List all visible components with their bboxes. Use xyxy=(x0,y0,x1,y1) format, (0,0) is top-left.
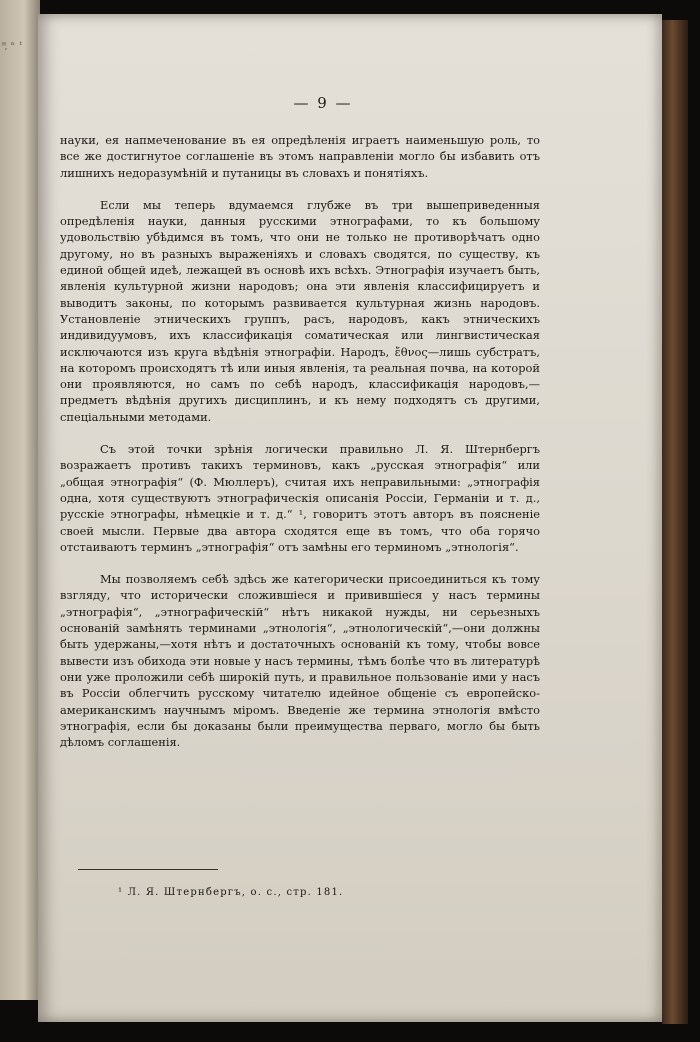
page-number: — 9 — xyxy=(293,94,353,112)
footnote-divider xyxy=(78,869,218,870)
left-page-edge: ᴴ᷊ ⁿ ᵗ xyxy=(0,0,40,1000)
paragraph-1: науки, ея напмеченование въ ея опредѣленія играетъ наименьшую роль, то все же достигнутое соглашеніе въ этомъ направленіи могло бы избавить отъ лишнихъ недоразумѣній и путаницы въ словахъ и понятіяхъ. xyxy=(60,133,540,180)
page-stack-edge xyxy=(662,20,688,1024)
paragraph-2: Если мы теперь вдумаемся глубже въ три вышеприведенныя опредѣленія науки, данныя русскими этнографами, то къ большому удовольствію убѣдимся въ томъ, что они не только не противорѣчатъ одно другому, но въ разныхъ выраженіяхъ и словахъ сводятся, по существу, къ единой общей идеѣ, лежащей въ основѣ ихъ всѣхъ. Этнографія изучаетъ быть, явленія культурной жизни народовъ; она эти явленія классифицируетъ и выводитъ законы, по которымъ развивается культурная жизнь народовъ. Установленіе этническихъ группъ, расъ, народовъ, какъ этническихъ индивидуумовъ, ихъ классификація соматическая или лингвистическая исключаются изъ круга вѣдѣнія этнографіи. Народъ, ἔθνος—лишь субстратъ, на которомъ происходятъ тѣ или иныя явленія, та реальная почва, на которой они проявляются, но самъ по себѣ народъ, классификація народовъ,—предметъ вѣдѣнія другихъ дисциплинъ, и къ нему подходятъ съ другими, спеціальными методами. xyxy=(60,197,540,424)
paragraph-4: Мы позволяемъ себѣ здѣсь же категорически присоединиться къ тому взгляду, что исторически сложившіеся и привившіеся у насъ термины „этнографія“, „этнографическій“ нѣтъ никакой нужды, ни серьезныхъ основаній замѣнять терминами „этнологія“, „этнологическій“,—они должны быть удержаны,—хотя нѣтъ и достаточныхъ основаній къ тому, чтобы вовсе вывести изъ обихода эти новые у насъ термины, тѣмъ болѣе что въ литературѣ они уже проложили себѣ широкій путь, и правильное пользованіе ими у насъ въ Россіи облегчить русскому читателю идейное общеніе съ европейско-американскимъ научнымъ міромъ. Введеніе же термина этнологія вмѣсто этнографія, если бы доказаны были преимущества перваго, могло бы быть дѣломъ соглашенія. xyxy=(60,572,540,750)
book-page xyxy=(38,14,662,1022)
paragraph-3: Съ этой точки зрѣнія логически правильно Л. Я. Штернбергъ возражаетъ противъ такихъ терминовъ, какъ „русская этнографія“ или „общая этнографія“ (Ф. Мюллеръ), считая ихъ неправильными: „этнографія одна, хотя существуютъ этнографическія описанія Россіи, Германіи и т. д., русскіе этнографы, нѣмецкіе и т. д.“ ¹, говоритъ этотъ авторъ въ поясненіе своей мысли. Первые два автора сходятся еще въ томъ, что оба горячо отстаиваютъ терминъ „этнографія“ отъ замѣны его терминомъ „этнологія“. xyxy=(60,442,540,554)
footnote: ¹ Л. Я. Штернбергъ, о. с., стр. 181. xyxy=(118,887,344,898)
main-text xyxy=(60,132,540,750)
